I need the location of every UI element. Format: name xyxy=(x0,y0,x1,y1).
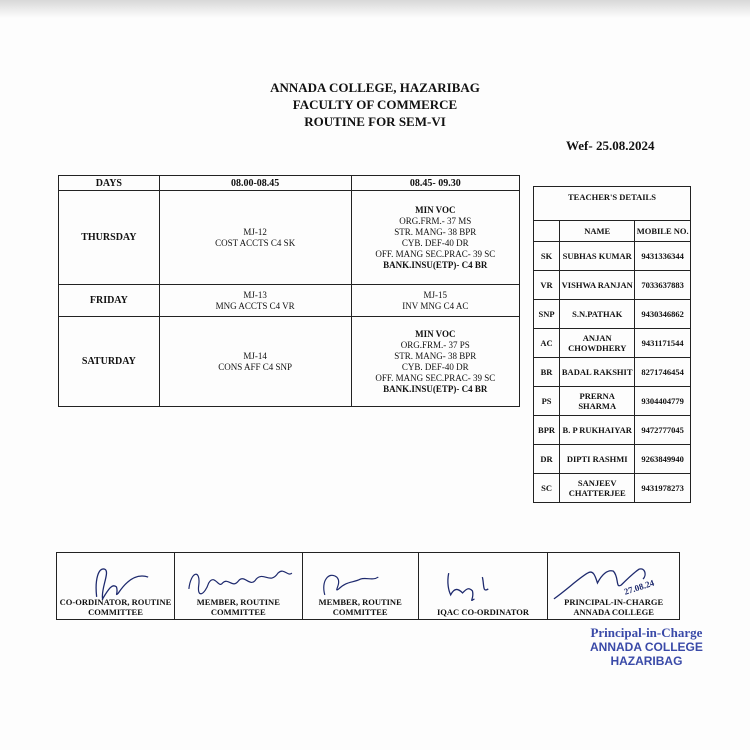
paper-line: OFF. MANG SEC.PRAC- 39 SC xyxy=(375,372,496,383)
handwritten-signature xyxy=(548,559,679,609)
teacher-name: ANJAN CHOWDHERY xyxy=(560,329,635,358)
paper-name: INV MNG C4 AC xyxy=(402,300,469,311)
teacher-code: SNP xyxy=(534,300,560,329)
teachers-title-row xyxy=(534,187,691,221)
paper-line: ORG.FRM.- 37 MS xyxy=(399,215,472,226)
teacher-name: SUBHAS KUMAR xyxy=(560,242,635,271)
teacher-row xyxy=(534,300,691,329)
teacher-mobile: 9472777045 xyxy=(635,416,691,445)
signature-label: MEMBER, ROUTINE COMMITTEE xyxy=(196,597,280,617)
routine-table xyxy=(58,175,520,407)
college-name: ANNADA COLLEGE, HAZARIBAG xyxy=(270,80,480,95)
teacher-code: SK xyxy=(534,242,560,271)
teachers-table xyxy=(533,186,691,503)
paper-line: CYB. DEF-40 DR xyxy=(401,361,469,372)
teacher-code: VR xyxy=(534,271,560,300)
scan-shadow xyxy=(0,0,750,18)
handwritten-signature xyxy=(175,559,302,609)
teacher-name: BADAL RAKSHIT xyxy=(560,358,635,387)
min-voc-title: MIN VOC xyxy=(415,204,456,215)
teacher-name: SANJEEV CHATTERJEE xyxy=(560,474,635,503)
teacher-code: AC xyxy=(534,329,560,358)
teacher-name: PRERNA SHARMA xyxy=(560,387,635,416)
mobile-header: MOBILE NO. xyxy=(635,221,691,242)
paper-name: MNG ACCTS C4 VR xyxy=(215,300,295,311)
teacher-row xyxy=(534,416,691,445)
min-voc-title: MIN VOC xyxy=(415,328,456,339)
teachers-header-row xyxy=(534,221,691,242)
teacher-row xyxy=(534,387,691,416)
day-cell: SATURDAY xyxy=(59,317,160,407)
paper-line: OFF. MANG SEC.PRAC- 39 SC xyxy=(375,248,496,259)
signature-label: IQAC CO-ORDINATOR xyxy=(437,607,530,617)
teacher-mobile: 9431336344 xyxy=(635,242,691,271)
teacher-code: BPR xyxy=(534,416,560,445)
paper-footer: BANK.INSU(ETP)- C4 BR xyxy=(383,383,488,394)
slot2-cell xyxy=(351,285,519,317)
handwritten-date: 27.08.24 xyxy=(623,577,656,597)
teachers-title: TEACHER'S DETAILS xyxy=(534,187,691,221)
days-header: DAYS xyxy=(59,176,160,191)
slot1-cell xyxy=(159,317,351,407)
stamp-line: ANNADA COLLEGE xyxy=(590,640,703,654)
signature-cell xyxy=(57,553,175,620)
paper-line: STR. MANG- 38 BPR xyxy=(394,226,477,237)
teacher-mobile: 9304404779 xyxy=(635,387,691,416)
signature-label: PRINCIPAL-IN-CHARGE ANNADA COLLEGE xyxy=(564,597,664,617)
routine-row-thursday xyxy=(59,191,520,285)
teacher-mobile: 9431978273 xyxy=(635,474,691,503)
paper-code: MJ-15 xyxy=(423,289,448,300)
handwritten-signature xyxy=(303,559,418,609)
paper-name: CONS AFF C4 SNP xyxy=(218,361,293,372)
paper-code: MJ-12 xyxy=(243,226,267,237)
code-header xyxy=(534,221,560,242)
signature-label: MEMBER, ROUTINE COMMITTEE xyxy=(318,597,402,617)
teacher-code: BR xyxy=(534,358,560,387)
slot2-cell xyxy=(351,191,519,285)
teacher-mobile: 7033637883 xyxy=(635,271,691,300)
teacher-code: PS xyxy=(534,387,560,416)
routine-header-row xyxy=(59,176,520,191)
paper-code: MJ-13 xyxy=(243,289,267,300)
day-cell: THURSDAY xyxy=(59,191,160,285)
name-header: NAME xyxy=(560,221,635,242)
signature-cell xyxy=(302,553,418,620)
teacher-row xyxy=(534,445,691,474)
faculty-name: FACULTY OF COMMERCE xyxy=(292,97,458,112)
slot1-cell xyxy=(159,191,351,285)
paper-line: STR. MANG- 38 BPR xyxy=(394,350,477,361)
teacher-mobile: 9430346862 xyxy=(635,300,691,329)
slot1-header: 08.00-08.45 xyxy=(159,176,351,191)
teacher-name: S.N.PATHAK xyxy=(560,300,635,329)
signature-label: CO-ORDINATOR, ROUTINE COMMITTEE xyxy=(59,597,172,617)
teacher-row xyxy=(534,271,691,300)
slot2-cell xyxy=(351,317,519,407)
teacher-row xyxy=(534,358,691,387)
paper-footer: BANK.INSU(ETP)- C4 BR xyxy=(383,259,488,270)
paper-name: COST ACCTS C4 SK xyxy=(215,237,296,248)
teacher-row xyxy=(534,242,691,271)
stamp-line: HAZARIBAG xyxy=(610,654,683,668)
signature-cell xyxy=(174,553,302,620)
effective-date: Wef- 25.08.2024 xyxy=(566,138,655,153)
teacher-row xyxy=(534,329,691,358)
teacher-code: DR xyxy=(534,445,560,474)
handwritten-signature xyxy=(57,559,174,609)
teacher-name: VISHWA RANJAN xyxy=(560,271,635,300)
paper-code: MJ-14 xyxy=(243,350,267,361)
routine-row-friday xyxy=(59,285,520,317)
teacher-code: SC xyxy=(534,474,560,503)
routine-title: ROUTINE FOR SEM-VI xyxy=(304,114,446,129)
teacher-mobile: 8271746454 xyxy=(635,358,691,387)
signatures-table xyxy=(56,552,680,620)
slot2-header: 08.45- 09.30 xyxy=(351,176,519,191)
signatures-row xyxy=(57,553,680,620)
principal-stamp xyxy=(590,626,703,668)
teacher-mobile: 9431171544 xyxy=(635,329,691,358)
routine-row-saturday xyxy=(59,317,520,407)
teacher-mobile: 9263849940 xyxy=(635,445,691,474)
paper-line: CYB. DEF-40 DR xyxy=(401,237,469,248)
teacher-name: B. P RUKHAIYAR xyxy=(560,416,635,445)
signature-cell xyxy=(418,553,548,620)
paper-line: ORG.FRM.- 37 PS xyxy=(400,339,470,350)
teacher-row xyxy=(534,474,691,503)
teacher-name: DIPTI RASHMI xyxy=(560,445,635,474)
day-cell: FRIDAY xyxy=(59,285,160,317)
slot1-cell xyxy=(159,285,351,317)
handwritten-signature xyxy=(419,559,548,609)
stamp-line: Principal-in-Charge xyxy=(590,625,703,640)
signature-cell xyxy=(548,553,680,620)
